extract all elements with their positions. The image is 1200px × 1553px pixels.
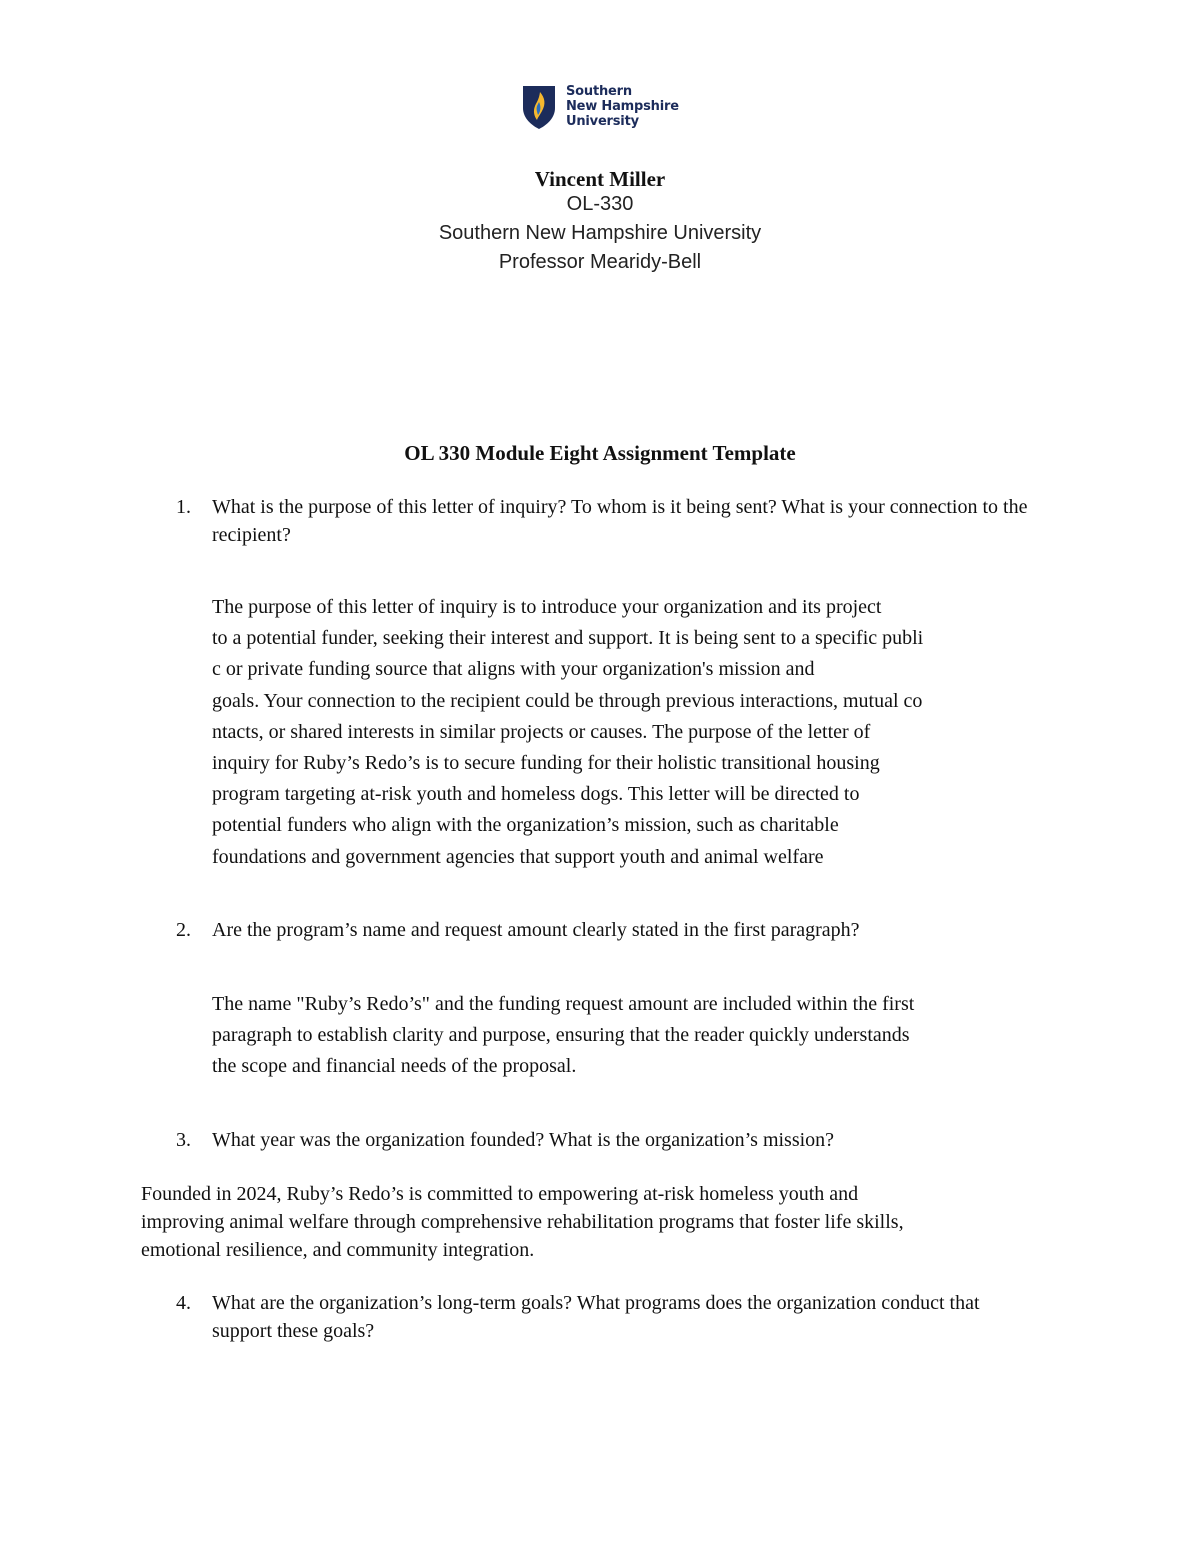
- logo-line-2: New Hampshire: [566, 99, 679, 114]
- answer-line: inquiry for Ruby’s Redo’s is to secure funding for their holistic transitional housing: [212, 752, 880, 775]
- answer-line: ntacts, or shared interests in similar projects or causes. The purpose of the letter of: [212, 720, 871, 743]
- logo-wordmark: [566, 84, 679, 129]
- professor-name: Professor Mearidy-Bell: [498, 251, 702, 273]
- question-number: 2.: [176, 919, 191, 941]
- answer-line: Founded in 2024, Ruby’s Redo’s is committed to empowering at-risk homeless youth and: [141, 1183, 859, 1205]
- answer-line: paragraph to establish clarity and purpose, ensuring that the reader quickly understands: [212, 1024, 910, 1047]
- answer-line: The name "Ruby’s Redo’s" and the funding request amount are included within the first: [212, 993, 915, 1015]
- question-number: 1.: [176, 496, 191, 518]
- author-name: Vincent Miller: [534, 167, 666, 191]
- logo-line-1: Southern: [566, 84, 632, 99]
- answer-line: program targeting at-risk youth and homeless dogs. This letter will be directed to: [212, 783, 860, 806]
- answer-1: [212, 592, 1052, 873]
- question-text: What are the organization’s long-term goals? What programs does the organization conduct that support these goals?: [212, 1292, 980, 1342]
- logo-line-3: University: [566, 114, 639, 129]
- answer-line: potential funders who align with the organization’s mission, such as charitable: [212, 814, 839, 837]
- question-text: Are the program’s name and request amount clearly stated in the first paragraph?: [212, 919, 860, 941]
- answer-line: to a potential funder, seeking their interest and support. It is being sent to a specific publi: [212, 627, 924, 650]
- answer-line: emotional resilience, and community integration.: [141, 1239, 535, 1261]
- answer-line: improving animal welfare through comprehensive rehabilitation programs that foster life skills,: [141, 1211, 904, 1233]
- answer-line: c or private funding source that aligns with your organization's mission and: [212, 658, 815, 681]
- answer-2: [212, 989, 1052, 1083]
- flame-shield-icon: [521, 84, 557, 130]
- document-title: OL 330 Module Eight Assignment Template: [404, 441, 796, 465]
- question-text: What year was the organization founded? What is the organization’s mission?: [212, 1129, 835, 1151]
- answer-line: The purpose of this letter of inquiry is to introduce your organization and its project: [212, 596, 882, 618]
- answer-3: [141, 1180, 1051, 1264]
- university-name: Southern New Hampshire University: [438, 222, 762, 244]
- question-number: 3.: [176, 1129, 191, 1151]
- course-code: OL-330: [566, 193, 634, 215]
- answer-line: foundations and government agencies that support youth and animal welfare: [212, 845, 824, 868]
- question-text: What is the purpose of this letter of inquiry? To whom is it being sent? What is your connection to the recipient?: [212, 496, 1028, 546]
- answer-line: the scope and financial needs of the proposal.: [212, 1055, 577, 1078]
- question-number: 4.: [176, 1292, 191, 1314]
- answer-line: goals. Your connection to the recipient could be through previous interactions, mutual co: [212, 689, 923, 712]
- university-logo: [521, 84, 679, 130]
